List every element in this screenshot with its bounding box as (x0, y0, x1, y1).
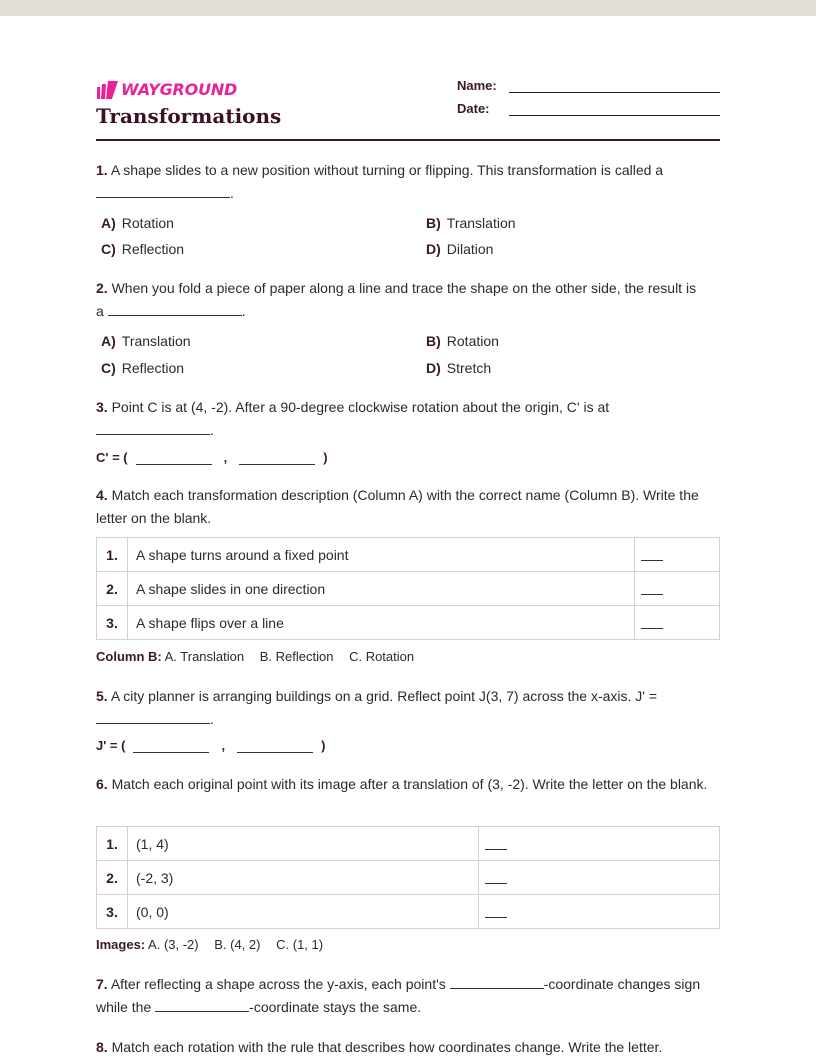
legend-label: Column B: (96, 649, 162, 664)
option-letter: D) (426, 360, 441, 376)
answer-cell[interactable] (635, 606, 720, 640)
name-input-line[interactable] (509, 79, 720, 93)
answer-blank[interactable] (96, 420, 210, 435)
legend-item: B. (4, 2) (214, 937, 261, 952)
row-description: A shape flips over a line (128, 606, 635, 640)
answer-blank[interactable] (96, 709, 210, 724)
row-number: 2. (97, 572, 128, 606)
question-number: 3. (96, 399, 108, 415)
answer-cell[interactable] (479, 861, 720, 895)
question-5 (96, 685, 720, 731)
coordinate-answer (96, 450, 328, 465)
row-number: 3. (97, 606, 128, 640)
coord-close: ) (323, 450, 328, 465)
table-row (97, 861, 720, 895)
images-legend (96, 937, 335, 952)
row-point: (0, 0) (128, 895, 479, 929)
answer-blank[interactable] (641, 546, 663, 561)
date-field (457, 101, 720, 116)
option-letter: B) (426, 333, 441, 349)
question-number: 6. (96, 776, 108, 792)
question-text: Match each original point with its image after a translation of (3, -2). Write the letter on the blank. (111, 776, 708, 792)
option-text: Stretch (446, 360, 492, 376)
row-number: 1. (97, 827, 128, 861)
coordinate-answer (96, 738, 325, 753)
question-number: 4. (96, 487, 108, 503)
option-text: Reflection (121, 360, 185, 376)
option-text: Translation (446, 215, 516, 231)
row-description: A shape turns around a fixed point (128, 538, 635, 572)
answer-cell[interactable] (479, 895, 720, 929)
row-number: 1. (97, 538, 128, 572)
y-coordinate-blank[interactable] (237, 740, 313, 753)
wayground-logo-icon (96, 81, 118, 99)
answer-blank[interactable] (641, 614, 663, 629)
option-letter: A) (101, 215, 116, 231)
option-letter: B) (426, 215, 441, 231)
coord-close: ) (321, 738, 326, 753)
legend-item: A. (3, -2) (148, 937, 199, 952)
question-text: A shape slides to a new position without turning or flipping. This transformation is called a (110, 162, 664, 178)
question-text: A city planner is arranging buildings on a grid. Reflect point J(3, 7) across the x-axis. J' = (110, 688, 658, 704)
table-row (97, 606, 720, 640)
question-3 (96, 396, 720, 442)
option-b[interactable] (426, 215, 516, 231)
worksheet-page (96, 16, 720, 1055)
x-coordinate-blank[interactable] (133, 740, 209, 753)
answer-blank[interactable] (450, 974, 544, 989)
option-text: Rotation (121, 215, 174, 231)
date-label: Date: (457, 101, 490, 116)
question-number: 2. (96, 280, 108, 296)
option-letter: C) (101, 360, 116, 376)
option-d[interactable] (426, 241, 493, 257)
table-row (97, 827, 720, 861)
question-number: 8. (96, 1039, 108, 1055)
matching-table (96, 826, 720, 929)
answer-blank[interactable] (96, 183, 230, 198)
table-row (97, 572, 720, 606)
page-title: Transformations (96, 104, 282, 128)
coord-comma: , (223, 450, 228, 465)
name-label: Name: (457, 78, 497, 93)
question-4 (96, 484, 720, 530)
question-1 (96, 159, 720, 205)
row-point: (1, 4) (128, 827, 479, 861)
option-letter: C) (101, 241, 116, 257)
option-text: Translation (121, 333, 191, 349)
table-row (97, 538, 720, 572)
sentence-end: . (230, 185, 234, 201)
question-text: Match each rotation with the rule that describes how coordinates change. Write the letter. (111, 1039, 663, 1055)
answer-blank[interactable] (108, 301, 242, 316)
answer-blank[interactable] (155, 997, 249, 1012)
legend-item: C. (1, 1) (276, 937, 324, 952)
question-number: 7. (96, 976, 108, 992)
question-number: 1. (96, 162, 108, 178)
legend-item: A. Translation (164, 649, 245, 664)
answer-blank[interactable] (485, 835, 507, 850)
question-text: Point C is at (4, -2). After a 90-degree clockwise rotation about the origin, C' is at (111, 399, 610, 415)
question-text: When you fold a piece of paper along a line and trace the shape on the other side, the result is (111, 280, 697, 296)
y-coordinate-blank[interactable] (239, 452, 315, 465)
matching-table (96, 537, 720, 640)
option-b[interactable] (426, 333, 499, 349)
option-text: Rotation (446, 333, 499, 349)
table-row (97, 895, 720, 929)
answer-cell[interactable] (479, 827, 720, 861)
question-2 (96, 277, 720, 323)
question-number: 5. (96, 688, 108, 704)
question-text: After reflecting a shape across the y-axis, each point's (110, 976, 446, 992)
option-a[interactable] (101, 333, 191, 349)
answer-blank[interactable] (641, 580, 663, 595)
row-number: 3. (97, 895, 128, 929)
brand-logo (96, 80, 237, 99)
date-input-line[interactable] (509, 102, 720, 116)
viewer-top-bar (0, 0, 816, 16)
question-6 (96, 773, 720, 796)
option-a[interactable] (101, 215, 174, 231)
coord-label: C' = ( (96, 450, 128, 465)
option-text: Reflection (121, 241, 185, 257)
question-text-cont: a (96, 303, 104, 319)
option-c[interactable] (101, 360, 184, 376)
question-text: -coordinate stays the same. (249, 999, 422, 1015)
name-field (457, 78, 720, 93)
option-d[interactable] (426, 360, 491, 376)
answer-blank[interactable] (485, 869, 507, 884)
legend-item: C. Rotation (349, 649, 415, 664)
question-text: Match each transformation description (Column A) with the correct name (Column B). Write the letter on the blank. (96, 487, 699, 526)
answer-cell[interactable] (635, 572, 720, 606)
worksheet-header (96, 16, 720, 141)
coord-label: J' = ( (96, 738, 126, 753)
legend-item: B. Reflection (259, 649, 334, 664)
coord-comma: , (221, 738, 226, 753)
sentence-end: . (210, 711, 214, 727)
option-letter: A) (101, 333, 116, 349)
option-letter: D) (426, 241, 441, 257)
legend-label: Images: (96, 937, 146, 952)
column-b-legend (96, 649, 426, 664)
brand-name: WAYGROUND (121, 80, 238, 99)
row-point: (-2, 3) (128, 861, 479, 895)
row-number: 2. (97, 861, 128, 895)
sentence-end: . (210, 422, 214, 438)
answer-cell[interactable] (635, 538, 720, 572)
sentence-end: . (241, 303, 246, 319)
question-text: -coordinate changes sign while the (96, 976, 701, 1015)
option-c[interactable] (101, 241, 184, 257)
answer-blank[interactable] (485, 903, 507, 918)
question-7 (96, 973, 720, 1019)
option-text: Dilation (446, 241, 494, 257)
x-coordinate-blank[interactable] (136, 452, 212, 465)
row-description: A shape slides in one direction (128, 572, 635, 606)
